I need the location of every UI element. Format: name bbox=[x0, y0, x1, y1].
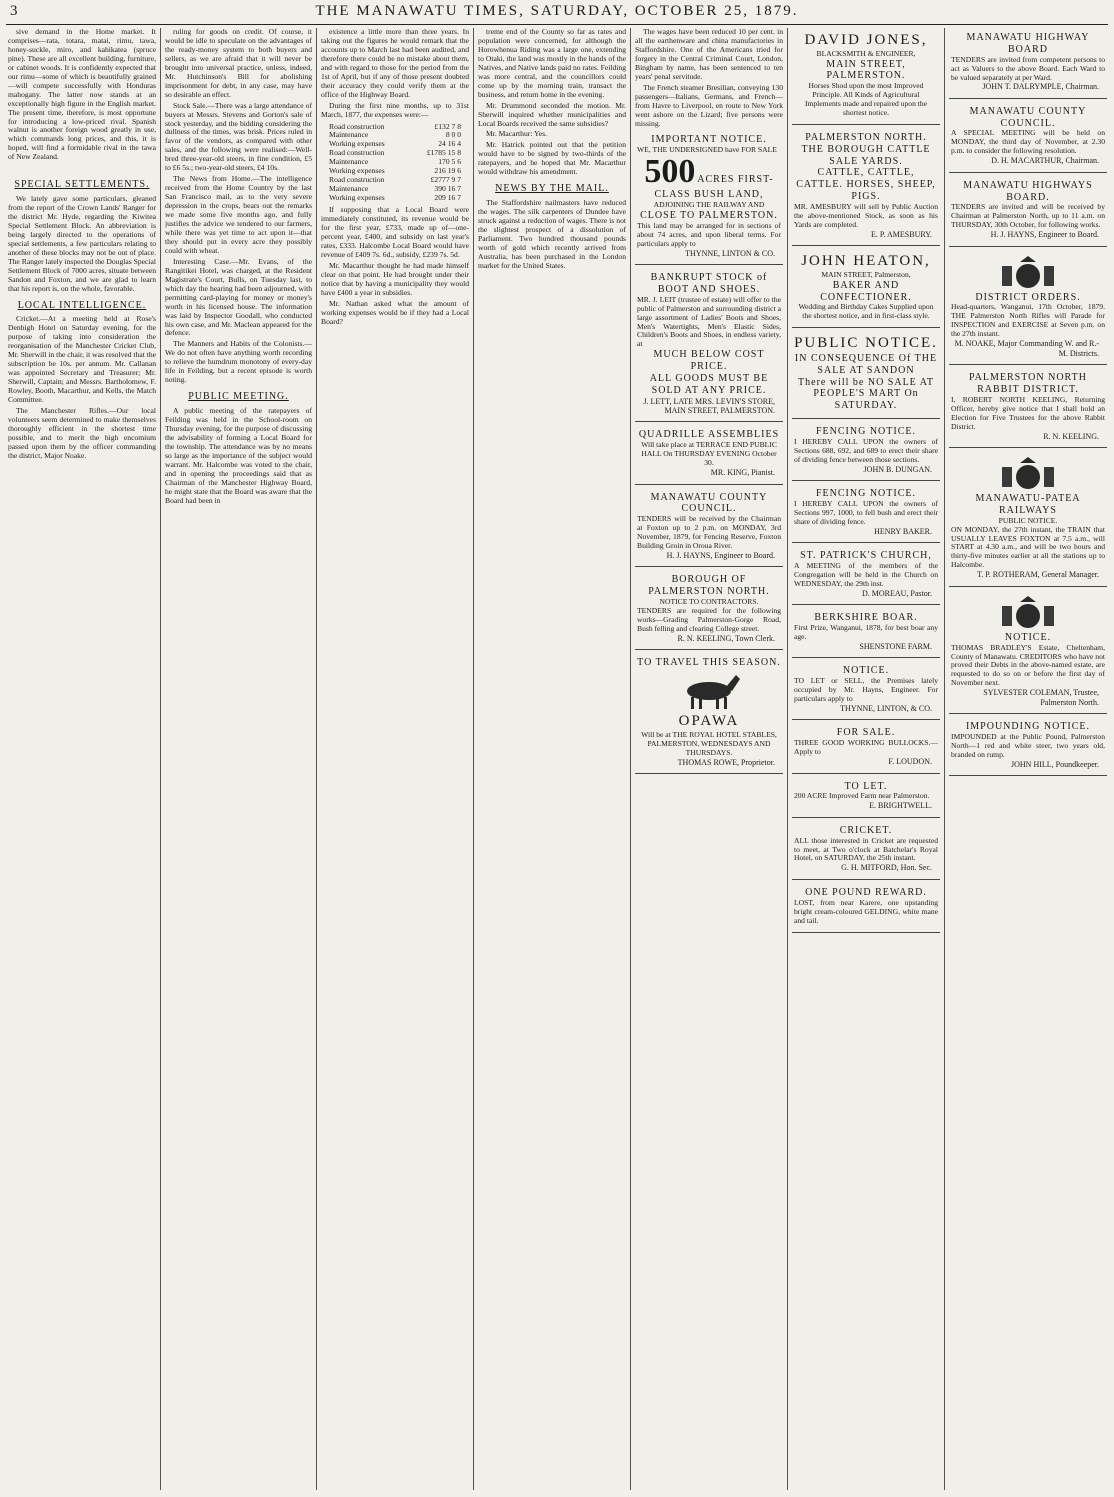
royal-crest-icon bbox=[998, 596, 1058, 630]
article-steamer: The French steamer Bresilian, conveying 130 passengers—Italians, Germans, and French—from Havre to Liverpool, en route to New York went ashore on the Lizard; five persons were missing. bbox=[635, 82, 783, 128]
table-title: During the first nine months, up to 31st March, 1877, the expenses were:— bbox=[321, 100, 469, 119]
ad-signature: E. P. AMESBURY. bbox=[871, 229, 932, 239]
ad-signature: D. H. MACARTHUR, Chairman. bbox=[991, 156, 1099, 166]
table-row-label: Maintenance bbox=[329, 184, 369, 194]
ad-body: I HEREBY CALL UPON the owners of Sections 997, 1000, to fell bush and erect their share of dividing fence. bbox=[794, 498, 938, 526]
ad-body: LOST, from near Karere, one upstanding bright cream-coloured GELDING, white mane and tail. bbox=[794, 897, 938, 925]
table-row-amount: 170 5 6 bbox=[438, 157, 461, 167]
ad-body: TENDERS are invited and will be received by Chairman at Palmerston North, up to 11 a.m. on THURSDAY, 30th October, for following works. bbox=[951, 202, 1105, 230]
ad-body: Horses Shod upon the most Improved Principle. All Kinds of Agricultural Implements made and repaired upon the shortest notice. bbox=[804, 81, 928, 118]
ad-district-orders bbox=[949, 250, 1107, 365]
article-nathan: Mr. Nathan asked what the amount of working expenses would be if they had a Local Board? bbox=[321, 298, 469, 326]
article-special-settlements: We lately gave some particulars, gleaned from the report of the Crown Lands' Ranger for the district Mr. Hyde, regarding the Kiwitea Special Settlement Block. An abbreviation is being largely directed to the operations of special settlements, a few particulars relating to another of these blocks may not be out of place. The Ranger lately inspected the Douglas Special Settlement Block of 7000 acres, situate between Sandon and Foxton, and we are glad to learn that his report is, on the whole, favorable. bbox=[8, 194, 156, 293]
ad-title: MANAWATU COUNTY COUNCIL. bbox=[969, 105, 1087, 129]
ad-title: ST. PATRICK'S CHURCH, bbox=[800, 550, 932, 562]
ad-title: FENCING NOTICE. bbox=[816, 425, 916, 437]
ad-title: NOTICE. bbox=[1004, 631, 1052, 643]
ad-sub: BAKER AND CONFECTIONER. bbox=[820, 279, 912, 303]
article-stock-sale: Stock Sale.—There was a large attendance of buyers at Messrs. Stevens and Gorton's sale of stock yesterday, and the bidding considering the dullness of the times, was brisk. Prices ruled in favor of the vendors, as compared with other sales, and the following were realised:—Well-bred three-year-old steers, in fine condition, £5 to £6 5s.; two-year-old steers, £4 10s. bbox=[165, 100, 312, 173]
ad-title: IMPORTANT NOTICE. bbox=[651, 134, 767, 146]
ad-title: BANKRUPT STOCK of BOOT AND SHOES. bbox=[650, 272, 768, 295]
horse-icon bbox=[674, 671, 744, 711]
table-row-amount: 209 16 7 bbox=[434, 193, 461, 203]
ad-bullocks bbox=[792, 723, 940, 773]
ad-signature: SYLVESTER COLEMAN, Trustee, Palmerston North. bbox=[983, 688, 1099, 707]
ad-sub: THE BOROUGH CATTLE SALE YARDS. bbox=[801, 143, 931, 167]
masthead-rule bbox=[6, 24, 1108, 25]
ad-title: IMPOUNDING NOTICE. bbox=[965, 721, 1091, 733]
column-rule bbox=[787, 28, 788, 1490]
article-macarthur: Mr. Macarthur thought he had made himself clear on that point. He had brought under their notice that by having a municipality they would have £400 a year in subsidies. bbox=[321, 260, 469, 297]
ad-adjoin: ADJOINING THE RAILWAY AND bbox=[653, 200, 765, 210]
ad-address: MAIN STREET, PALMERSTON. bbox=[826, 58, 906, 82]
table-row-label: Road construction bbox=[329, 148, 385, 158]
column-rule bbox=[944, 28, 945, 1490]
royal-crest-icon bbox=[998, 457, 1058, 491]
table-row-label: Working expenses bbox=[329, 166, 385, 176]
ad-body: A SPECIAL MEETING will be held on MONDAY, the third day of November, at 2.30 p.m. to consider the following resolution. bbox=[951, 128, 1105, 156]
ad-signature: M. NOAKE, Major Commanding W. and R.-M. Districts. bbox=[954, 339, 1099, 358]
ad-st-patricks bbox=[792, 546, 940, 605]
ad-price: MUCH BELOW COST PRICE. bbox=[653, 349, 765, 373]
article-interesting-case: Interesting Case.—Mr. Evans, of the Rangitikei Hotel, was charged, at the Resident Magistrate's Court, Bulls, on Tuesday last, to which day the hearing had been adjourned, with permitting card-playing for money or money's worth in his licensed house. The information was laid by Inspector Goodall, who conducted his own case, and Mr. Maclean appeared for the defence. bbox=[165, 256, 312, 338]
table-row-amount: £2777 9 7 bbox=[430, 175, 461, 185]
ad-david-jones bbox=[792, 28, 940, 125]
column-2 bbox=[165, 28, 312, 1490]
ad-reward bbox=[792, 883, 940, 933]
table-row-amount: 8 0 0 bbox=[445, 130, 461, 140]
article-cricket: Cricket.—At a meeting held at Rose's Denbigh Hotel on Saturday evening, for the purpose of taking into consideration the reorganisation of the Manchester Cricket Club, Mr. Sherwill in the chair, it was resolved that the subscription be 10s. per annum. Mr. Callanan was appointed Secretary and Treasurer; Mr. Sherwill, Captain; and Messrs. Bartholomew, F. Rowley, Booth, Macarthur, and Kells, the Match Committee. bbox=[8, 314, 156, 404]
ad-title: TO LET. bbox=[844, 780, 888, 792]
article-timber: sive demand in the Home market. It comprises—rata, totara, matai, rimu, tawa, honey-suckle, miro, and kahikatea (spruce pine). These are all excellent building, furniture, or cabinet woods. It is confidently expected that our rimu—some of which is beautifully grained—will compete successfully with Honduras mahogany. The latter now stands at an exceptionally high figure in the English market. The present time, therefore, is most opportune for introducing a low-priced rival. Spanish walnut is another foreign wood greatly in use, which commands long prices, and this, it is hoped, will find a formidable rival in the tawa of New Zealand. bbox=[8, 28, 156, 162]
column-6 bbox=[792, 28, 940, 1490]
column-rule bbox=[630, 28, 631, 1490]
ad-title: PALMERSTON NORTH. bbox=[805, 132, 927, 144]
ad-title: CRICKET. bbox=[839, 824, 893, 836]
ad-body: TO LET or SELL, the Premises lately occupied by Mr. Hayns, Engineer. For particulars apply to bbox=[794, 676, 938, 704]
ad-rabbit-district bbox=[949, 368, 1107, 448]
article-timber-cont bbox=[8, 164, 156, 173]
column-rule bbox=[316, 28, 317, 1490]
article-county: treme end of the County so far as rates and population were concerned, for although the Horowhenua Riding was a large one, extending to Otaki, the land was mostly in the hands of the Natives, and Native lands paid no rates. Feilding was more central, and the councillors could come up by the morning train, transact the business, and return home in the evening. bbox=[478, 28, 626, 99]
ad-body: I HEREBY CALL UPON the owners of Sections 688, 692, and 689 to erect their share of dividing fence between those sections. bbox=[794, 436, 938, 464]
column-rule bbox=[473, 28, 474, 1490]
ad-body: Will be at THE ROYAL HOTEL STABLES, PALMERSTON, WEDNESDAYS AND THURSDAYS. bbox=[641, 729, 777, 757]
column-1 bbox=[8, 28, 156, 1490]
ad-title: FOR SALE. bbox=[836, 727, 896, 739]
ad-title: MANAWATU COUNTY COUNCIL. bbox=[650, 491, 768, 515]
ad-title: JOHN HEATON, bbox=[801, 253, 931, 270]
ad-text: MR. AMESBURY will sell by Public Auction the above-mentioned Stock, as soon as his Yards are completed. bbox=[794, 201, 938, 229]
ad-railways bbox=[949, 451, 1107, 587]
article-rifles: The Manchester Rifles.—Our local volunteers seem determined to make themselves thoroughly efficient in the shortest time possible, and to merit the high encomium passed upon them by the officer commanding the district, Major Noake. bbox=[8, 405, 156, 460]
ad-title: ONE POUND REWARD. bbox=[805, 886, 927, 898]
ad-county-meeting bbox=[949, 102, 1107, 173]
masthead bbox=[0, 0, 1114, 22]
article-hatrick: Mr. Hatrick pointed out that the petition would have to be signed by two-thirds of the ratepayers, and he hoped that Mr. Macarthur would withdraw his amendment. bbox=[478, 140, 626, 177]
ad-signature: H. J. HAYNS, Engineer to Board. bbox=[666, 550, 775, 560]
ad-title: BOROUGH OF PALMERSTON NORTH. bbox=[648, 574, 770, 598]
heading-special-settlements: SPECIAL SETTLEMENTS. bbox=[14, 179, 150, 191]
ad-signature: G. H. MITFORD, Hon. Sec. bbox=[841, 863, 932, 873]
ad-title: NOTICE. bbox=[842, 665, 890, 677]
ad-body: Wedding and Birthday Cakes Supplied upon the shortest notice, and in first-class style. bbox=[798, 302, 934, 321]
ad-impounding bbox=[949, 717, 1107, 776]
ad-signature: J. LETT, LATE MRS. LEVIN'S STORE, MAIN STREET, PALMERSTON. bbox=[643, 396, 775, 416]
ad-borough-contractors bbox=[635, 570, 783, 650]
ad-body: First Prize, Wanganui, 1878, for best boar any age. bbox=[794, 623, 938, 641]
ad-body: TENDERS are required for the following works—Grading Palmerston-Gorge Road, Bush felling and clearing College street. bbox=[637, 605, 781, 633]
ad-body: CATTLE, CATTLE, CATTLE. HORSES, SHEEP, PIGS. bbox=[796, 167, 936, 203]
table-row-amount: 24 16 4 bbox=[438, 139, 461, 149]
page-number: 3 bbox=[10, 3, 20, 19]
ad-quadrille bbox=[635, 425, 783, 484]
ad-to-let-premises bbox=[792, 661, 940, 720]
ad-bradley-estate bbox=[949, 590, 1107, 714]
ad-sub: IN CONSEQUENCE Of THE SALE AT SANDON bbox=[794, 352, 938, 376]
ad-fencing-2 bbox=[792, 484, 940, 543]
article-manners: The Manners and Habits of the Colonists.—We do not often have anything worth recording to relieve the humdrum monotony of every-day life in Feilding, but a recent episode is worth noting. bbox=[165, 339, 312, 385]
ad-body: Head-quarters, Wanganui, 17th October, 1879. THE Palmerston North Rifles will Parade for INSPECTION and EXERCISE at Seven p.m. on the 27th instant. bbox=[951, 302, 1105, 339]
column-4 bbox=[478, 28, 626, 1490]
ad-title: BERKSHIRE BOAR. bbox=[814, 612, 918, 624]
article-credit: ruling for goods on credit. Of course, it would be idle to speculate on the advantages of the ready-money system to both buyers and sellers, as we are afraid that it will never be brought into universal practice, unless, indeed, Mr. Hutchinson's Bill for abolishing imprisonment for debt, in any case, may have so desirable an effect. bbox=[165, 28, 312, 99]
ad-bankrupt-stock bbox=[635, 268, 783, 422]
ad-county-council bbox=[635, 488, 783, 568]
heading-public-meeting: PUBLIC MEETING. bbox=[188, 391, 289, 403]
ad-title: MANAWATU HIGHWAY BOARD bbox=[966, 32, 1090, 55]
table-row-label: Working expenses bbox=[329, 193, 385, 203]
ad-body: 200 ACRE Improved Farm near Palmerston. bbox=[794, 791, 930, 801]
ad-body: THREE GOOD WORKING BULLOCKS.—Apply to bbox=[794, 738, 938, 757]
table-row bbox=[329, 194, 461, 203]
article-wages: The wages have been reduced 10 per cent. in all the earthenware and china manufactories in Staffordshire. One of the Americans tried for forgery in the Central Criminal Court, London, Bingham by name, has been sentenced to ten years' penal servitude. bbox=[635, 28, 783, 81]
ad-body: IMPOUNDED at the Public Pound, Palmerston North—1 red and white steer, two years old, branded on rump. bbox=[951, 731, 1105, 759]
ad-title: MANAWATU HIGHWAYS BOARD. bbox=[963, 179, 1093, 203]
ad-signature: F. LOUDON. bbox=[888, 757, 932, 767]
ad-john-heaton bbox=[792, 249, 940, 328]
ad-body: I, ROBERT NORTH KEELING, Returning Officer, hereby give notice that I shall hold an Election for Five Trustees for the above Rabbit District. bbox=[951, 394, 1105, 431]
ad-cattle-yards bbox=[792, 128, 940, 246]
heading-local-intelligence: LOCAL INTELLIGENCE. bbox=[17, 299, 147, 311]
table-row-amount: 216 19 6 bbox=[434, 166, 461, 176]
ad-number: 500 bbox=[644, 153, 696, 191]
ad-signature: THOMAS ROWE, Proprietor. bbox=[677, 757, 775, 767]
ad-signature: E. BRIGHTWELL. bbox=[869, 801, 932, 811]
column-3 bbox=[321, 28, 469, 1490]
table-row-label: Maintenance bbox=[329, 157, 369, 167]
ad-title: TO TRAVEL THIS SEASON. bbox=[637, 657, 781, 669]
ad-title: PUBLIC NOTICE. bbox=[794, 335, 938, 352]
ad-body: A MEETING of the members of the Congregation will be held in the Church on WEDNESDAY, the 29th inst. bbox=[794, 560, 938, 588]
ad-signature: SHENSTONE FARM. bbox=[859, 641, 932, 651]
table-row-label: Working expenses bbox=[329, 139, 385, 149]
article-mail-news: The Staffordshire nailmasters have reduced the wages. The silk carpenters of Dundee have struck against a reduction of wages. There is not the slightest prospect of a dissolution of Parliament. Two hundred thousand pounds worth of gold which recently arrived from Australia, has been purchased in the London market for the United States. bbox=[478, 198, 626, 270]
ad-cash: ALL GOODS MUST BE SOLD AT ANY PRICE. bbox=[649, 372, 769, 396]
ad-signature: D. MOREAU, Pastor. bbox=[861, 588, 932, 598]
table-row-label: Maintenance bbox=[329, 130, 369, 140]
ad-sub: NOTICE TO CONTRACTORS. bbox=[659, 596, 759, 606]
ad-signature: JOHN HILL, Poundkeeper. bbox=[1011, 759, 1099, 769]
ad-highways-tenders bbox=[949, 176, 1107, 247]
ad-signature: JOHN B. DUNGAN. bbox=[863, 464, 932, 474]
ad-signature: MR. KING, Pianist. bbox=[710, 468, 775, 478]
ad-title: QUADRILLE ASSEMBLIES bbox=[638, 429, 780, 441]
ad-body: This land may be arranged for in sections of about 74 acres, and upon liberal terms. For particulars apply to bbox=[637, 220, 781, 248]
ad-signature: H. J. HAYNS, Engineer to Board. bbox=[990, 230, 1099, 240]
ad-fencing-1 bbox=[792, 422, 940, 481]
table-row-amount: £1785 15 8 bbox=[426, 148, 461, 158]
article-revenue: If supposing that a Local Board were immediately constituted, its revenue would be for the first year, £733, made up of—one-percent year, £400, and subsidy on last year's rates, £333. Halcombe Local Board would have revenue of £409 7s. 6d., subsidy, £239 7s. 5d. bbox=[321, 205, 469, 259]
ad-sub: BLACKSMITH & ENGINEER, bbox=[816, 48, 916, 58]
ad-title: MANAWATU-PATEA RAILWAYS bbox=[975, 493, 1081, 516]
table-row-label: Road construction bbox=[329, 121, 385, 131]
article-news-from-home: The News from Home.—The intelligence received from the Home Country by the last San Francisco mail, as to the very severe depression in the crops, bears out the remarks we made some five months ago, and fully justifies the advice we tendered to our farmers, while there was yet time to act upon it—that they should put in every acre they possibly could with wheat. bbox=[165, 174, 312, 255]
ad-horse-name: OPAWA bbox=[678, 713, 740, 730]
column-rule bbox=[160, 28, 161, 1490]
ad-stallion bbox=[635, 653, 783, 774]
table-row-amount: £132 7 8 bbox=[434, 121, 461, 131]
masthead-title: THE MANAWATU TIMES, SATURDAY, OCTOBER 25, 1879. bbox=[315, 3, 799, 19]
ad-cricket bbox=[792, 821, 940, 880]
ad-lead: WE, THE UNDERSIGNED have FOR SALE bbox=[637, 145, 777, 155]
ad-sub: PUBLIC NOTICE. bbox=[998, 515, 1058, 525]
article-drummond: Mr. Drummond seconded the motion. Mr. Sherwill inquired whether municipalities and Local Boards received the same subsidies? bbox=[478, 100, 626, 128]
ad-body: There will be NO SALE AT PEOPLE'S MART On SATURDAY. bbox=[798, 376, 934, 412]
ad-title: PALMERSTON NORTH RABBIT DISTRICT. bbox=[969, 372, 1087, 395]
ad-signature: THYNNE, LINTON, & CO. bbox=[840, 704, 932, 714]
ad-signature: THYNNE, LINTON & CO. bbox=[685, 248, 775, 258]
ad-title: DISTRICT ORDERS. bbox=[975, 291, 1081, 303]
ad-signature: R. N. KEELING, Town Clerk. bbox=[677, 633, 775, 643]
ad-signature: HENRY BAKER. bbox=[874, 526, 932, 536]
royal-crest-icon bbox=[998, 256, 1058, 290]
ad-body: THOMAS BRADLEY'S Estate, Cheltenham, County of Manawatu. CREDITORS who have not proved their Debts in the above-named estate, are requested to do so on or before the first day of November next. bbox=[951, 642, 1105, 688]
ad-close: CLOSE TO PALMERSTON. bbox=[640, 209, 778, 221]
ad-acres: ACRES FIRST-CLASS BUSH LAND, bbox=[654, 174, 774, 201]
ad-farm-to-let bbox=[792, 777, 940, 818]
ad-public-notice bbox=[792, 331, 940, 419]
ad-body: Will take place at TERRACE END PUBLIC HALL On THURSDAY EVENING October 30. bbox=[641, 440, 777, 468]
expenses-table bbox=[329, 123, 461, 204]
ad-title: FENCING NOTICE. bbox=[816, 488, 916, 500]
ad-berkshire-boar bbox=[792, 608, 940, 658]
article-public-meeting: A public meeting of the ratepayers of Feilding was held in the School-room on Thursday evening, for the purpose of discussing the advisability of forming a Local Board for the township. The attendance was by no means so large as the importance of the subject would warrant. Mr. Halcombe was voted to the chair, and in opening the proceedings said that as Chairman of the Manchester Highway Board, he might state that the Board was aware that the Board had been in bbox=[165, 405, 312, 505]
table-row-label: Road construction bbox=[329, 175, 385, 185]
article-meeting-cont: existence a little more than three years. In taking out the figures he would remark that the accounts up to March last had been audited, and therefore there could be no mistake about them, and with regard to those for the period from the 1st of April, but if any of those present doubted their accuracy they could verify them at the office of the Highway Board. bbox=[321, 28, 469, 99]
ad-signature: R. N. KEELING. bbox=[1043, 431, 1099, 441]
heading-news-by-mail: NEWS BY THE MAIL. bbox=[495, 183, 609, 195]
column-7 bbox=[949, 28, 1107, 1490]
column-5 bbox=[635, 28, 783, 1490]
ad-signature: T. P. ROTHERAM, General Manager. bbox=[976, 570, 1099, 580]
ad-body: TENDERS are invited from competent persons to act as Valuers to the above Board. Each Ward to be valued separately at per Ward. bbox=[951, 54, 1105, 82]
ad-body: ON MONDAY, the 27th instant, the TRAIN that USUALLY LEAVES FOXTON at 7.5 a.m., will START at 4.30 a.m., and will be two hours and thirty-five minutes earlier at all the stations up to Halcombe. bbox=[951, 524, 1105, 570]
ad-address: MAIN STREET, Palmerston, bbox=[821, 269, 911, 279]
ad-highway-valuers bbox=[949, 28, 1107, 99]
ad-body: MR. J. LEIT (trustee of estate) will offer to the public of Palmerston and surrounding district a large assortment of Ladies' Boots and Shoes, Men's Watertights, Men's Elastic Sides, Children's Boots and Shoes, in endless variety, at bbox=[637, 294, 781, 349]
table-row-amount: 390 16 7 bbox=[434, 184, 461, 194]
ad-title: DAVID JONES, bbox=[804, 32, 928, 48]
ad-body: TENDERS will be received by the Chairman at Foxton up to 2 p.m. on MONDAY, 3rd November, 1879, for Fencing Reserve, Foxton Building Groin in Oroua River. bbox=[637, 514, 781, 550]
ad-bush-land bbox=[635, 130, 783, 265]
ad-body: ALL those interested in Cricket are requested to meet, at Two o'clock at Batchelar's Royal Hotel, on SATURDAY, the 25th instant. bbox=[794, 835, 938, 863]
ad-signature: JOHN T. DALRYMPLE, Chairman. bbox=[982, 82, 1099, 92]
article-macarthur-yes: Mr. Macarthur: Yes. bbox=[486, 129, 547, 139]
